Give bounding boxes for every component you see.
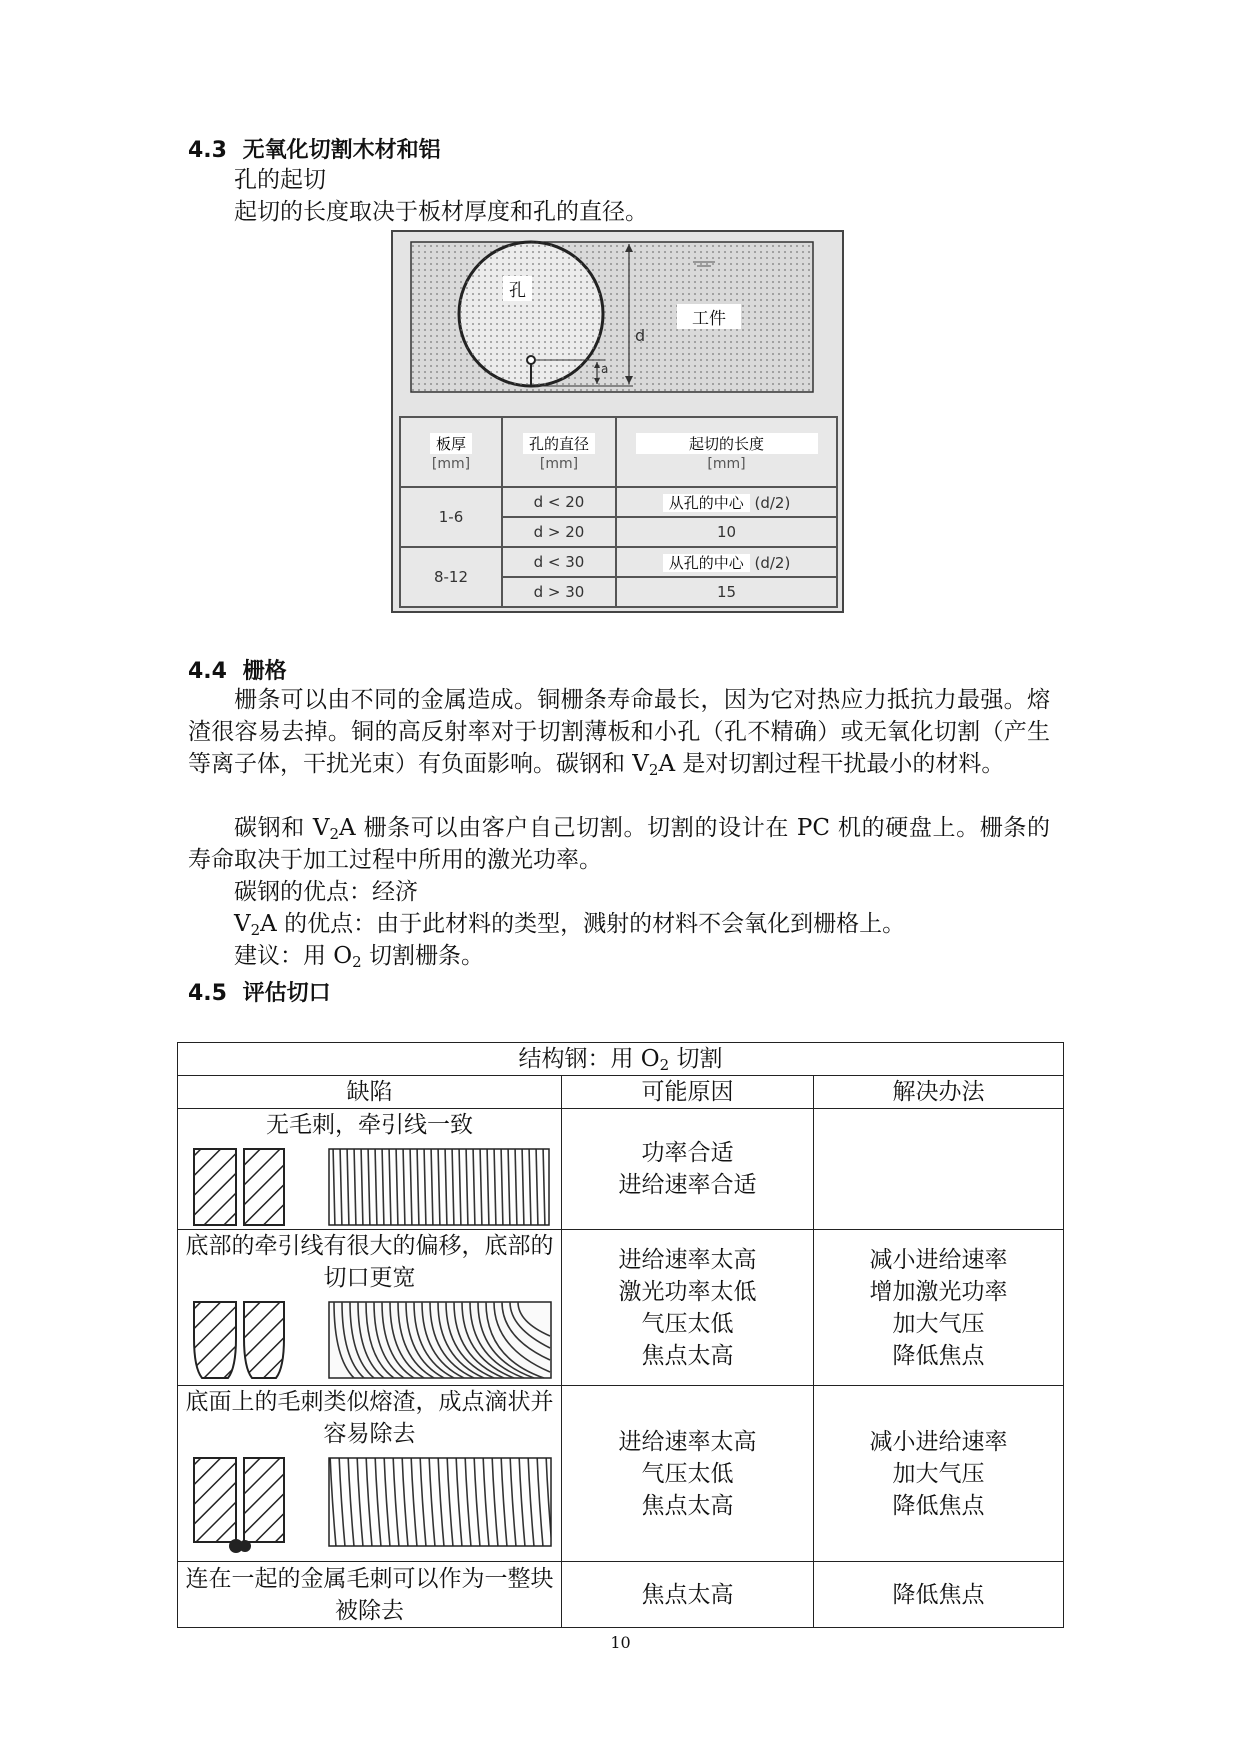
thickness-cell: 8-12 [400,547,502,607]
a-label: a [601,362,609,376]
hole-start-description: 起切的长度取决于板材厚度和孔的直径。 [234,199,648,225]
defect-cell: 无毛刺，牵引线一致 [178,1109,562,1230]
hole-start-subtitle: 孔的起切 [234,167,326,193]
col-thickness-header: 板厚 [mm] [400,417,502,487]
col-diameter-header: 孔的直径 [mm] [502,417,616,487]
thickness-cell: 1-6 [400,487,502,547]
section-4-3-heading [188,133,441,164]
cut-sample-image [184,1298,556,1382]
cut-sample-image [184,1145,556,1229]
workpiece-label: 工件 [677,304,741,329]
header-solution: 解决办法 [814,1076,1064,1109]
length-cell: 10 [616,517,837,547]
section-4-4-heading [188,654,287,685]
carbon-steel-advantage: 碳钢的优点：经济 [234,879,418,905]
table-row [178,1230,1064,1386]
header-defect: 缺陷 [178,1076,562,1109]
cause-cell: 焦点太高 [562,1562,814,1628]
table-row [178,1386,1064,1562]
grid-paragraph-2: 碳钢和 $V_2A$ 栅条可以由客户自己切割。切割的设计在 PC 机的硬盘上。栅条的寿命取决于加工过程中所用的激光功率。 [188,815,1051,873]
defect-cell: 底部的牵引线有很大的偏移，底部的切口更宽 [178,1230,562,1386]
section-4-5-heading [188,976,331,1007]
length-cell: 15 [616,577,837,607]
cut-sample-image [184,1454,556,1558]
col-length-header: 起切的长度 [mm] [616,417,837,487]
cut-evaluation-table [177,1042,1064,1628]
solution-cell: 降低焦点 [814,1562,1064,1628]
table-title: 结构钢：用 $O_2$ 切割 [178,1043,1064,1076]
diameter-cell: d < 20 [502,487,616,517]
workpiece-diagram [393,232,842,412]
hole-label: 孔 [503,276,532,301]
diameter-cell: d < 30 [502,547,616,577]
cause-cell: 进给速率太高 激光功率太低 气压太低 焦点太高 [562,1230,814,1386]
solution-cell [814,1109,1064,1230]
heading-number: 4.5 [188,981,227,1006]
cause-cell: 功率合适 进给速率合适 [562,1109,814,1230]
defect-cell: 连在一起的金属毛刺可以作为一整块被除去 [178,1562,562,1628]
v2a-advantage: $V_2A$ 的优点：由于此材料的类型，溅射的材料不会氧化到栅格上。 [234,911,906,939]
diameter-cell: d > 30 [502,577,616,607]
recommendation: 建议：用 $O_2$ 切割栅条。 [234,943,485,971]
heading-number: 4.3 [188,138,227,163]
header-cause: 可能原因 [562,1076,814,1109]
heading-text: 栅格 [242,659,287,684]
defect-cell: 底面上的毛刺类似熔渣，成点滴状并容易除去 [178,1386,562,1562]
pierce-point [527,356,535,364]
heading-number: 4.4 [188,659,227,684]
grid-paragraph-1: 栅条可以由不同的金属造成。铜栅条寿命最长，因为它对热应力抵抗力最强。熔渣很容易去掉。铜的高反射率对于切割薄板和小孔（孔不精确）或无氧化切割（产生等离子体，干扰光束）有负面影响。碳钢和 $V_2A$ 是对切割过程干扰最小的材料。 [188,687,1050,779]
length-cell: 从孔的中心 (d/2) [616,487,837,517]
hole-start-figure [391,230,844,613]
solution-cell: 减小进给速率 加大气压 降低焦点 [814,1386,1064,1562]
solution-cell: 减小进给速率 增加激光功率 加大气压 降低焦点 [814,1230,1064,1386]
heading-text: 无氧化切割木材和铝 [242,138,441,163]
length-cell: 从孔的中心 (d/2) [616,547,837,577]
table-row [178,1562,1064,1628]
page-number: 10 [610,1633,631,1652]
diameter-cell: d > 20 [502,517,616,547]
lead-in-length-table [399,416,838,608]
cause-cell: 进给速率太高 气压太低 焦点太高 [562,1386,814,1562]
table-row [178,1109,1064,1230]
d-label: d [635,326,646,345]
heading-text: 评估切口 [242,981,331,1006]
